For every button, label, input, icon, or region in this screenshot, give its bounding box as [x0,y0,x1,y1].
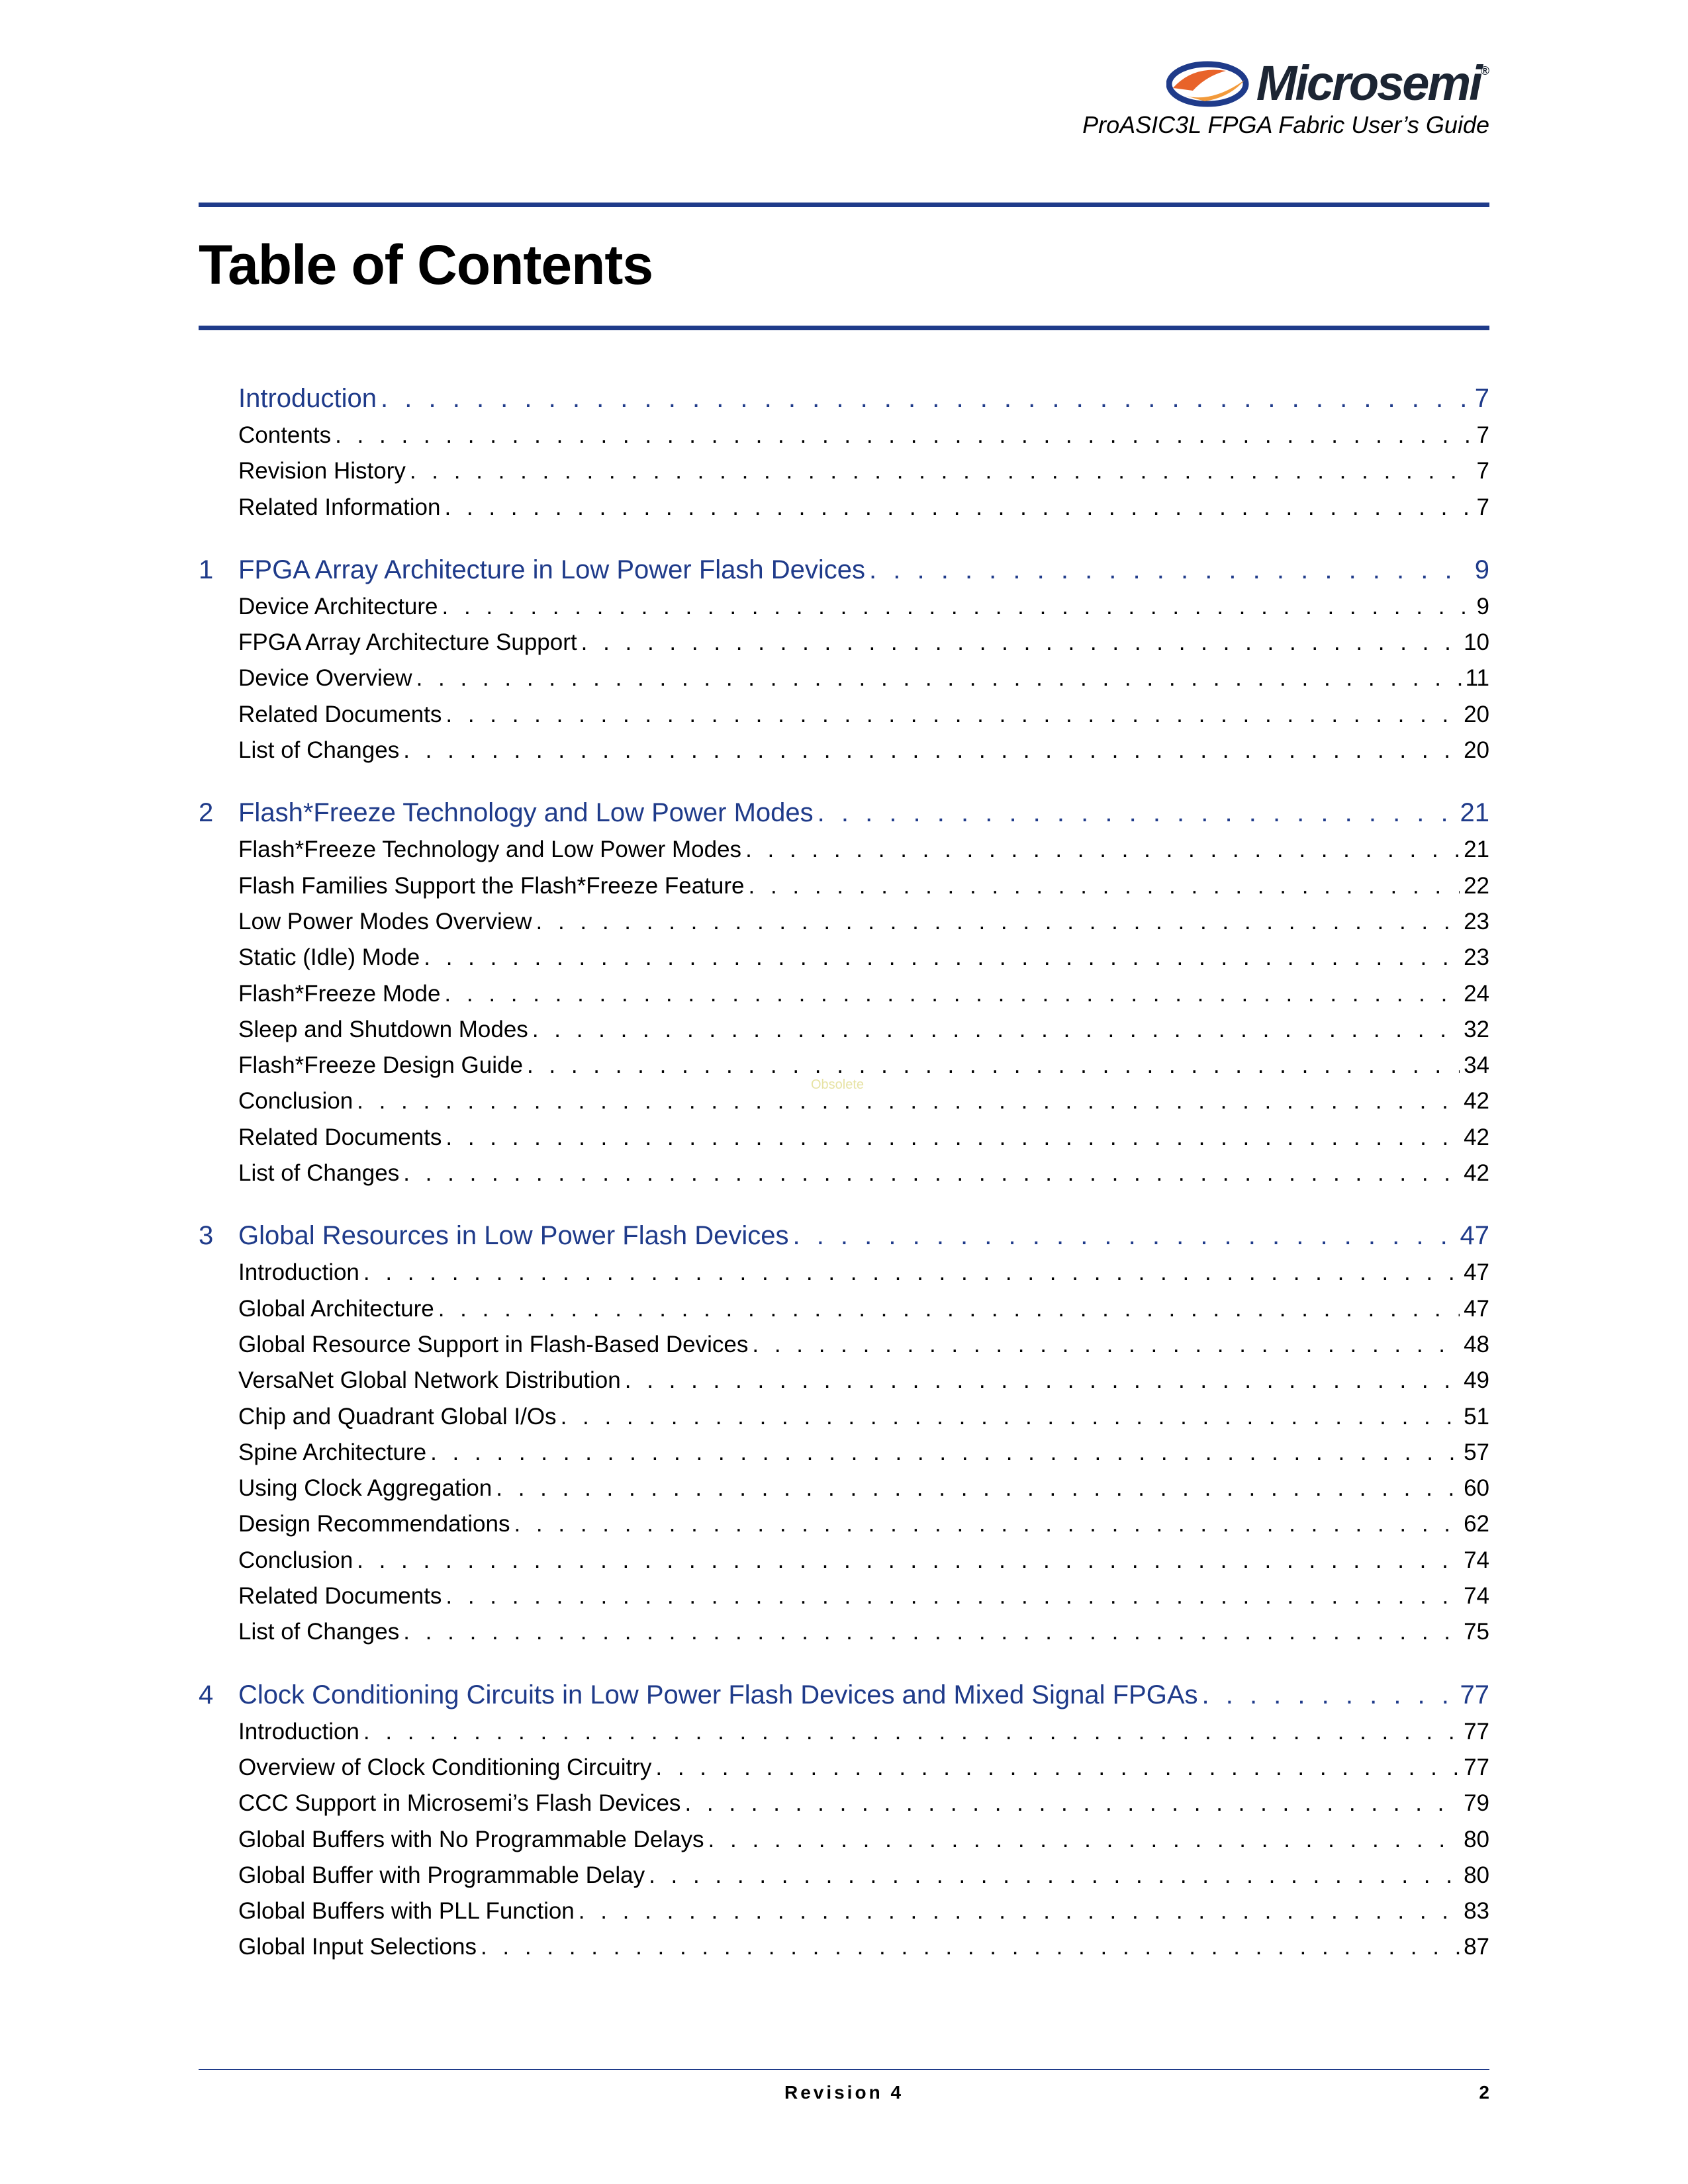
toc-chapter-page: 9 [1474,555,1489,584]
toc-entry-title: Related Documents [238,1124,442,1150]
toc-entry[interactable] [199,1547,1489,1583]
toc-entry[interactable] [199,665,1489,701]
toc-entry[interactable] [199,737,1489,773]
toc-entry-title: Related Documents [238,1583,442,1610]
toc-entry-title: Spine Architecture [238,1439,427,1465]
toc-entry-page: 60 [1464,1475,1489,1502]
toc-chapter-heading[interactable] [199,384,1489,422]
toc-leader-dots [445,702,1460,728]
toc-entry[interactable] [199,1439,1489,1475]
toc-entry-page: 77 [1464,1754,1489,1780]
toc-entry-page: 7 [1476,458,1489,484]
toc-leader-dots [625,1367,1460,1394]
toc-entry-page: 23 [1464,944,1489,971]
toc-entry-title: List of Changes [238,1619,400,1645]
toc-entry-title: Introduction [238,1259,359,1286]
toc-entry-title: CCC Support in Microsemi’s Flash Devices [238,1790,681,1817]
toc-entry[interactable] [199,873,1489,909]
toc-entry-page: 47 [1464,1259,1489,1286]
toc-chapter [199,798,1489,1196]
toc-entry-title: FPGA Array Architecture Support [238,629,577,656]
toc-leader-dots [363,1719,1460,1745]
toc-leader-dots [416,665,1462,692]
toc-chapter-heading[interactable] [199,555,1489,594]
toc-entry[interactable] [199,1332,1489,1367]
toc-entry-page: 74 [1464,1547,1489,1573]
toc-entry-page: 80 [1464,1862,1489,1888]
toc-entry[interactable] [199,629,1489,665]
toc-chapter-heading[interactable] [199,1221,1489,1259]
toc-entry-title: Related Information [238,494,441,520]
guide-title: ProASIC3L FPGA Fabric User’s Guide [1082,111,1489,138]
toc-entry[interactable] [199,1124,1489,1160]
toc-leader-dots [649,1862,1460,1889]
toc-entry-title: Conclusion [238,1088,353,1115]
toc-entry-title: Global Buffers with PLL Function [238,1898,575,1925]
header-rule [199,203,1489,207]
toc-entry-page: 42 [1464,1160,1489,1187]
toc-entry-title: Global Architecture [238,1295,434,1322]
toc-entry[interactable] [199,1827,1489,1862]
toc-entry[interactable] [199,594,1489,629]
toc-chapter-number: 3 [199,1221,214,1251]
toc-chapter-page: 21 [1460,798,1489,828]
toc-leader-dots [752,1332,1460,1358]
toc-entry-title: Sleep and Shutdown Modes [238,1016,528,1042]
microsemi-logo [1166,53,1489,113]
toc-entry-page: 23 [1464,908,1489,934]
toc-leader-dots [792,1221,1456,1251]
toc-entry-page: 32 [1464,1016,1489,1042]
toc-leader-dots [1202,1680,1456,1710]
toc-entry[interactable] [199,1583,1489,1619]
toc-entry-page: 62 [1464,1511,1489,1537]
toc-leader-dots [438,1296,1460,1322]
toc-entry-page: 57 [1464,1439,1489,1465]
toc-chapter-page: 47 [1460,1221,1489,1251]
toc-chapter [199,384,1489,530]
toc-leader-dots [445,1583,1460,1610]
toc-entry[interactable] [199,422,1489,458]
toc-leader-dots [655,1754,1460,1781]
toc-entry[interactable] [199,1934,1489,1970]
toc-chapter-page: 77 [1460,1680,1489,1709]
toc-entry-title: Contents [238,422,332,448]
toc-entry-title: Chip and Quadrant Global I/Os [238,1403,557,1430]
toc-entry-title: Introduction [238,1718,359,1745]
toc-leader-dots [581,629,1460,656]
toc-leader-dots [445,1124,1460,1151]
toc-entry-title: Device Overview [238,665,412,692]
toc-leader-dots [496,1475,1460,1502]
toc-leader-dots [514,1511,1460,1537]
toc-entry[interactable] [199,1088,1489,1124]
toc-entry-page: 51 [1464,1403,1489,1430]
toc-leader-dots [357,1547,1460,1574]
toc-entry-page: 87 [1464,1934,1489,1960]
toc-entry[interactable] [199,1862,1489,1898]
logo-text: Microsemi® [1256,55,1489,111]
toc-chapter-heading[interactable] [199,1680,1489,1719]
toc-leader-dots [403,1619,1460,1645]
toc-entry-page: 9 [1476,593,1489,619]
toc-entry[interactable] [199,837,1489,872]
toc-chapter-title: Clock Conditioning Circuits in Low Power Flash Devices and Mixed Signal FPGAs [238,1680,1198,1709]
toc-leader-dots [430,1439,1460,1466]
footer-page-number: 2 [1479,2082,1489,2103]
toc-entry-page: 47 [1464,1295,1489,1322]
toc-entry-page: 24 [1464,980,1489,1007]
toc-chapter [199,1680,1489,1970]
toc-entry-title: Flash*Freeze Mode [238,980,441,1007]
toc-entry-page: 74 [1464,1583,1489,1610]
toc-entry-page: 77 [1464,1718,1489,1745]
toc-entry[interactable] [199,1790,1489,1826]
toc-entry-page: 10 [1464,629,1489,656]
microsemi-logo-icon [1166,56,1252,109]
toc-entry-page: 49 [1464,1367,1489,1394]
toc-entry-page: 48 [1464,1331,1489,1357]
toc-leader-dots [684,1790,1460,1817]
toc-chapter [199,1221,1489,1655]
toc-entry-page: 11 [1465,665,1489,692]
toc-entry[interactable] [199,1017,1489,1052]
toc-entry[interactable] [199,1160,1489,1196]
toc-leader-dots [363,1259,1460,1286]
toc-entry-title: Using Clock Aggregation [238,1475,492,1502]
toc-entry-page: 7 [1476,494,1489,520]
toc-chapter-number: 2 [199,798,214,828]
toc-leader-dots [403,1160,1460,1187]
toc-entry-page: 75 [1464,1619,1489,1645]
table-of-contents [199,384,1489,1995]
toc-chapter-title: Global Resources in Low Power Flash Devices [238,1221,789,1251]
toc-entry[interactable] [199,1475,1489,1511]
toc-entry[interactable] [199,1404,1489,1439]
toc-entry[interactable] [199,1511,1489,1547]
toc-leader-dots [579,1898,1460,1925]
toc-entry[interactable] [199,944,1489,980]
title-rule [199,326,1489,330]
toc-entry-page: 20 [1464,737,1489,764]
toc-entry[interactable] [199,1719,1489,1754]
toc-chapter-number: 1 [199,555,214,584]
toc-entry[interactable] [199,702,1489,737]
toc-entry-title: Flash*Freeze Technology and Low Power Modes [238,837,742,863]
toc-entry-page: 22 [1464,872,1489,899]
toc-leader-dots [749,873,1460,899]
toc-entry-title: Static (Idle) Mode [238,944,420,971]
toc-leader-dots [424,944,1460,971]
toc-chapter-number: 4 [199,1680,214,1709]
toc-leader-dots [527,1052,1460,1079]
toc-entry-title: Global Resource Support in Flash-Based Devices [238,1331,749,1357]
toc-entry-page: 83 [1464,1898,1489,1925]
toc-entry-page: 34 [1464,1052,1489,1079]
toc-entry[interactable] [199,494,1489,530]
toc-entry-page: 20 [1464,701,1489,727]
toc-entry[interactable] [199,1898,1489,1934]
toc-entry-title: List of Changes [238,1160,400,1187]
toc-entry-title: Global Input Selections [238,1934,477,1960]
toc-entry-title: List of Changes [238,737,400,764]
toc-leader-dots [444,494,1472,521]
toc-leader-dots [444,981,1460,1007]
toc-entry-title: Global Buffer with Programmable Delay [238,1862,645,1888]
toc-entry-page: 80 [1464,1826,1489,1852]
toc-entry[interactable] [199,458,1489,494]
toc-entry[interactable] [199,909,1489,944]
toc-leader-dots [869,555,1471,585]
toc-leader-dots [561,1404,1460,1430]
toc-entry[interactable] [199,1296,1489,1332]
toc-chapter-title: FPGA Array Architecture in Low Power Flash Devices [238,555,866,584]
toc-entry-page: 21 [1464,837,1489,863]
toc-leader-dots [357,1088,1460,1115]
toc-entry[interactable] [199,1367,1489,1403]
toc-chapter-title: Introduction [238,384,377,413]
toc-leader-dots [481,1934,1460,1960]
toc-leader-dots [381,384,1471,414]
toc-leader-dots [818,798,1456,828]
toc-entry-title: Related Documents [238,701,442,727]
toc-entry-page: 7 [1476,422,1489,448]
toc-entry-page: 42 [1464,1088,1489,1115]
toc-chapter [199,555,1489,773]
toc-entry-title: Flash Families Support the Flash*Freeze Feature [238,872,745,899]
toc-entry-title: VersaNet Global Network Distribution [238,1367,621,1394]
toc-leader-dots [532,1017,1460,1043]
toc-entry-title: Overview of Clock Conditioning Circuitry [238,1754,652,1780]
toc-leader-dots [442,594,1473,620]
toc-leader-dots [403,737,1460,764]
toc-chapter-heading[interactable] [199,798,1489,837]
toc-chapter-page: 7 [1474,384,1489,413]
toc-leader-dots [745,837,1460,863]
toc-entry-title: Global Buffers with No Programmable Delays [238,1826,704,1852]
toc-entry[interactable] [199,981,1489,1017]
toc-leader-dots [410,458,1473,484]
toc-leader-dots [536,909,1460,935]
toc-entry-title: Device Architecture [238,593,438,619]
toc-entry-title: Revision History [238,458,406,484]
toc-entry-page: 42 [1464,1124,1489,1150]
toc-entry-page: 79 [1464,1790,1489,1817]
watermark: Obsolete [811,1077,865,1092]
toc-entry[interactable] [199,1619,1489,1655]
footer-revision: Revision 4 [784,2082,904,2103]
footer-rule [199,2069,1489,2070]
toc-chapter-title: Flash*Freeze Technology and Low Power Modes [238,798,814,828]
toc-entry[interactable] [199,1754,1489,1790]
page-title: Table of Contents [199,234,653,296]
toc-leader-dots [708,1827,1460,1853]
toc-leader-dots [335,422,1472,449]
toc-entry-title: Conclusion [238,1547,353,1573]
toc-entry-title: Design Recommendations [238,1511,510,1537]
toc-entry-title: Flash*Freeze Design Guide [238,1052,523,1079]
toc-entry-title: Low Power Modes Overview [238,908,532,934]
toc-entry[interactable] [199,1259,1489,1295]
